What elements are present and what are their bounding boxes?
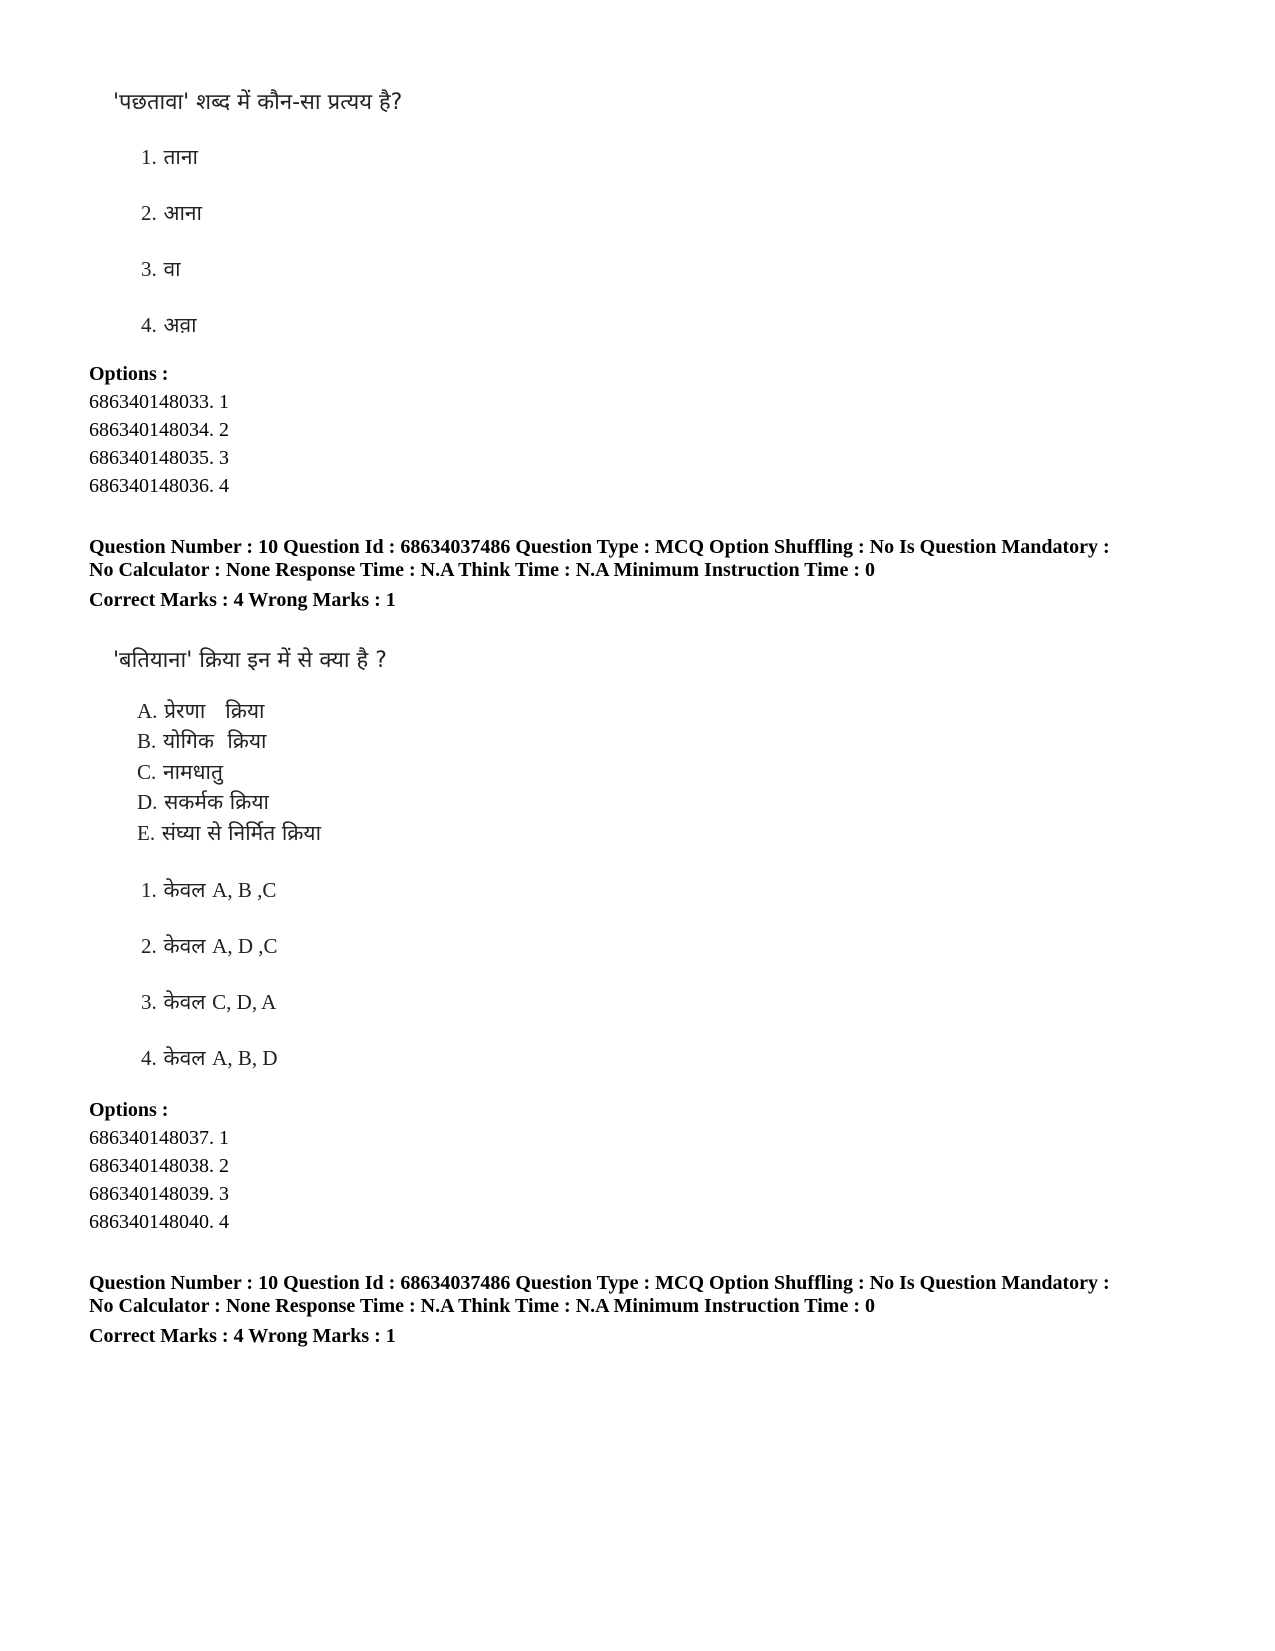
question-meta	[89, 1272, 1110, 1350]
choice-number: 2.	[141, 201, 157, 225]
option-id: 686340148039. 3	[89, 1183, 229, 1205]
option-id: 686340148040. 4	[89, 1211, 229, 1233]
meta-line: Question Number : 10 Question Id : 68634037486 Question Type : MCQ Option Shuffling : No Is Question Mandatory :	[89, 536, 1110, 558]
statement-text: प्रेरणा क्रिया	[164, 699, 265, 723]
option-id: 686340148037. 1	[89, 1127, 229, 1149]
options-block	[89, 360, 229, 500]
statement-letter: E.	[137, 821, 156, 845]
statement-text: नामधातु	[162, 760, 223, 784]
choice-text: केवल	[163, 934, 206, 958]
choice-2	[141, 932, 278, 960]
statement-d	[137, 788, 269, 816]
choice-1	[141, 876, 276, 904]
statement-text: योगिक क्रिया	[162, 729, 267, 753]
option-id: 686340148033. 1	[89, 391, 229, 413]
question-text: 'बतियाना' क्रिया इन में से क्या है ?	[113, 648, 387, 673]
choice-number: 1.	[141, 878, 157, 902]
choice-number: 4.	[141, 1046, 157, 1070]
meta-line: Question Number : 10 Question Id : 68634037486 Question Type : MCQ Option Shuffling : No Is Question Mandatory :	[89, 1272, 1110, 1294]
statement-text: संघ्या से निर्मित क्रिया	[161, 821, 322, 845]
options-label: Options :	[89, 1099, 169, 1121]
choice-number: 3.	[141, 257, 157, 281]
choice-letters: A, B, D	[212, 1046, 278, 1070]
choice-4	[141, 311, 197, 339]
choice-number: 1.	[141, 145, 157, 169]
choice-text: ताना	[163, 145, 198, 169]
option-id: 686340148038. 2	[89, 1155, 229, 1177]
statement-b	[137, 727, 267, 755]
choice-text: आना	[163, 201, 202, 225]
marks-line: Correct Marks : 4 Wrong Marks : 1	[89, 589, 396, 611]
options-label: Options :	[89, 363, 169, 385]
choice-number: 2.	[141, 934, 157, 958]
question-text: 'पछतावा' शब्द में कौन-सा प्रत्यय है?	[113, 90, 403, 115]
marks-line: Correct Marks : 4 Wrong Marks : 1	[89, 1325, 396, 1347]
choice-number: 4.	[141, 313, 157, 337]
meta-line: No Calculator : None Response Time : N.A Think Time : N.A Minimum Instruction Time : 0	[89, 1295, 875, 1317]
statement-letter: B.	[137, 729, 157, 753]
choice-3	[141, 255, 181, 283]
options-block	[89, 1096, 229, 1236]
choice-text: केवल	[163, 990, 206, 1014]
statement-letter: A.	[137, 699, 158, 723]
choice-letters: C, D, A	[212, 990, 277, 1014]
option-id: 686340148035. 3	[89, 447, 229, 469]
statement-text: सकर्मक क्रिया	[164, 790, 269, 814]
option-id: 686340148036. 4	[89, 475, 229, 497]
option-id: 686340148034. 2	[89, 419, 229, 441]
question-meta	[89, 536, 1110, 614]
choice-number: 3.	[141, 990, 157, 1014]
statement-letter: C.	[137, 760, 157, 784]
choice-3	[141, 988, 276, 1016]
choice-2	[141, 199, 202, 227]
choice-letters: A, B ,C	[212, 878, 277, 902]
choice-text: केवल	[163, 1046, 206, 1070]
statement-a	[137, 697, 264, 725]
choice-text: केवल	[163, 878, 206, 902]
choice-text: अव़ा	[163, 313, 197, 337]
statement-letter: D.	[137, 790, 158, 814]
choice-4	[141, 1044, 278, 1072]
choice-letters: A, D ,C	[212, 934, 278, 958]
choice-text: वा	[163, 257, 181, 281]
meta-line: No Calculator : None Response Time : N.A Think Time : N.A Minimum Instruction Time : 0	[89, 559, 875, 581]
statement-c	[137, 758, 223, 786]
statement-e	[137, 819, 321, 847]
choice-1	[141, 143, 198, 171]
